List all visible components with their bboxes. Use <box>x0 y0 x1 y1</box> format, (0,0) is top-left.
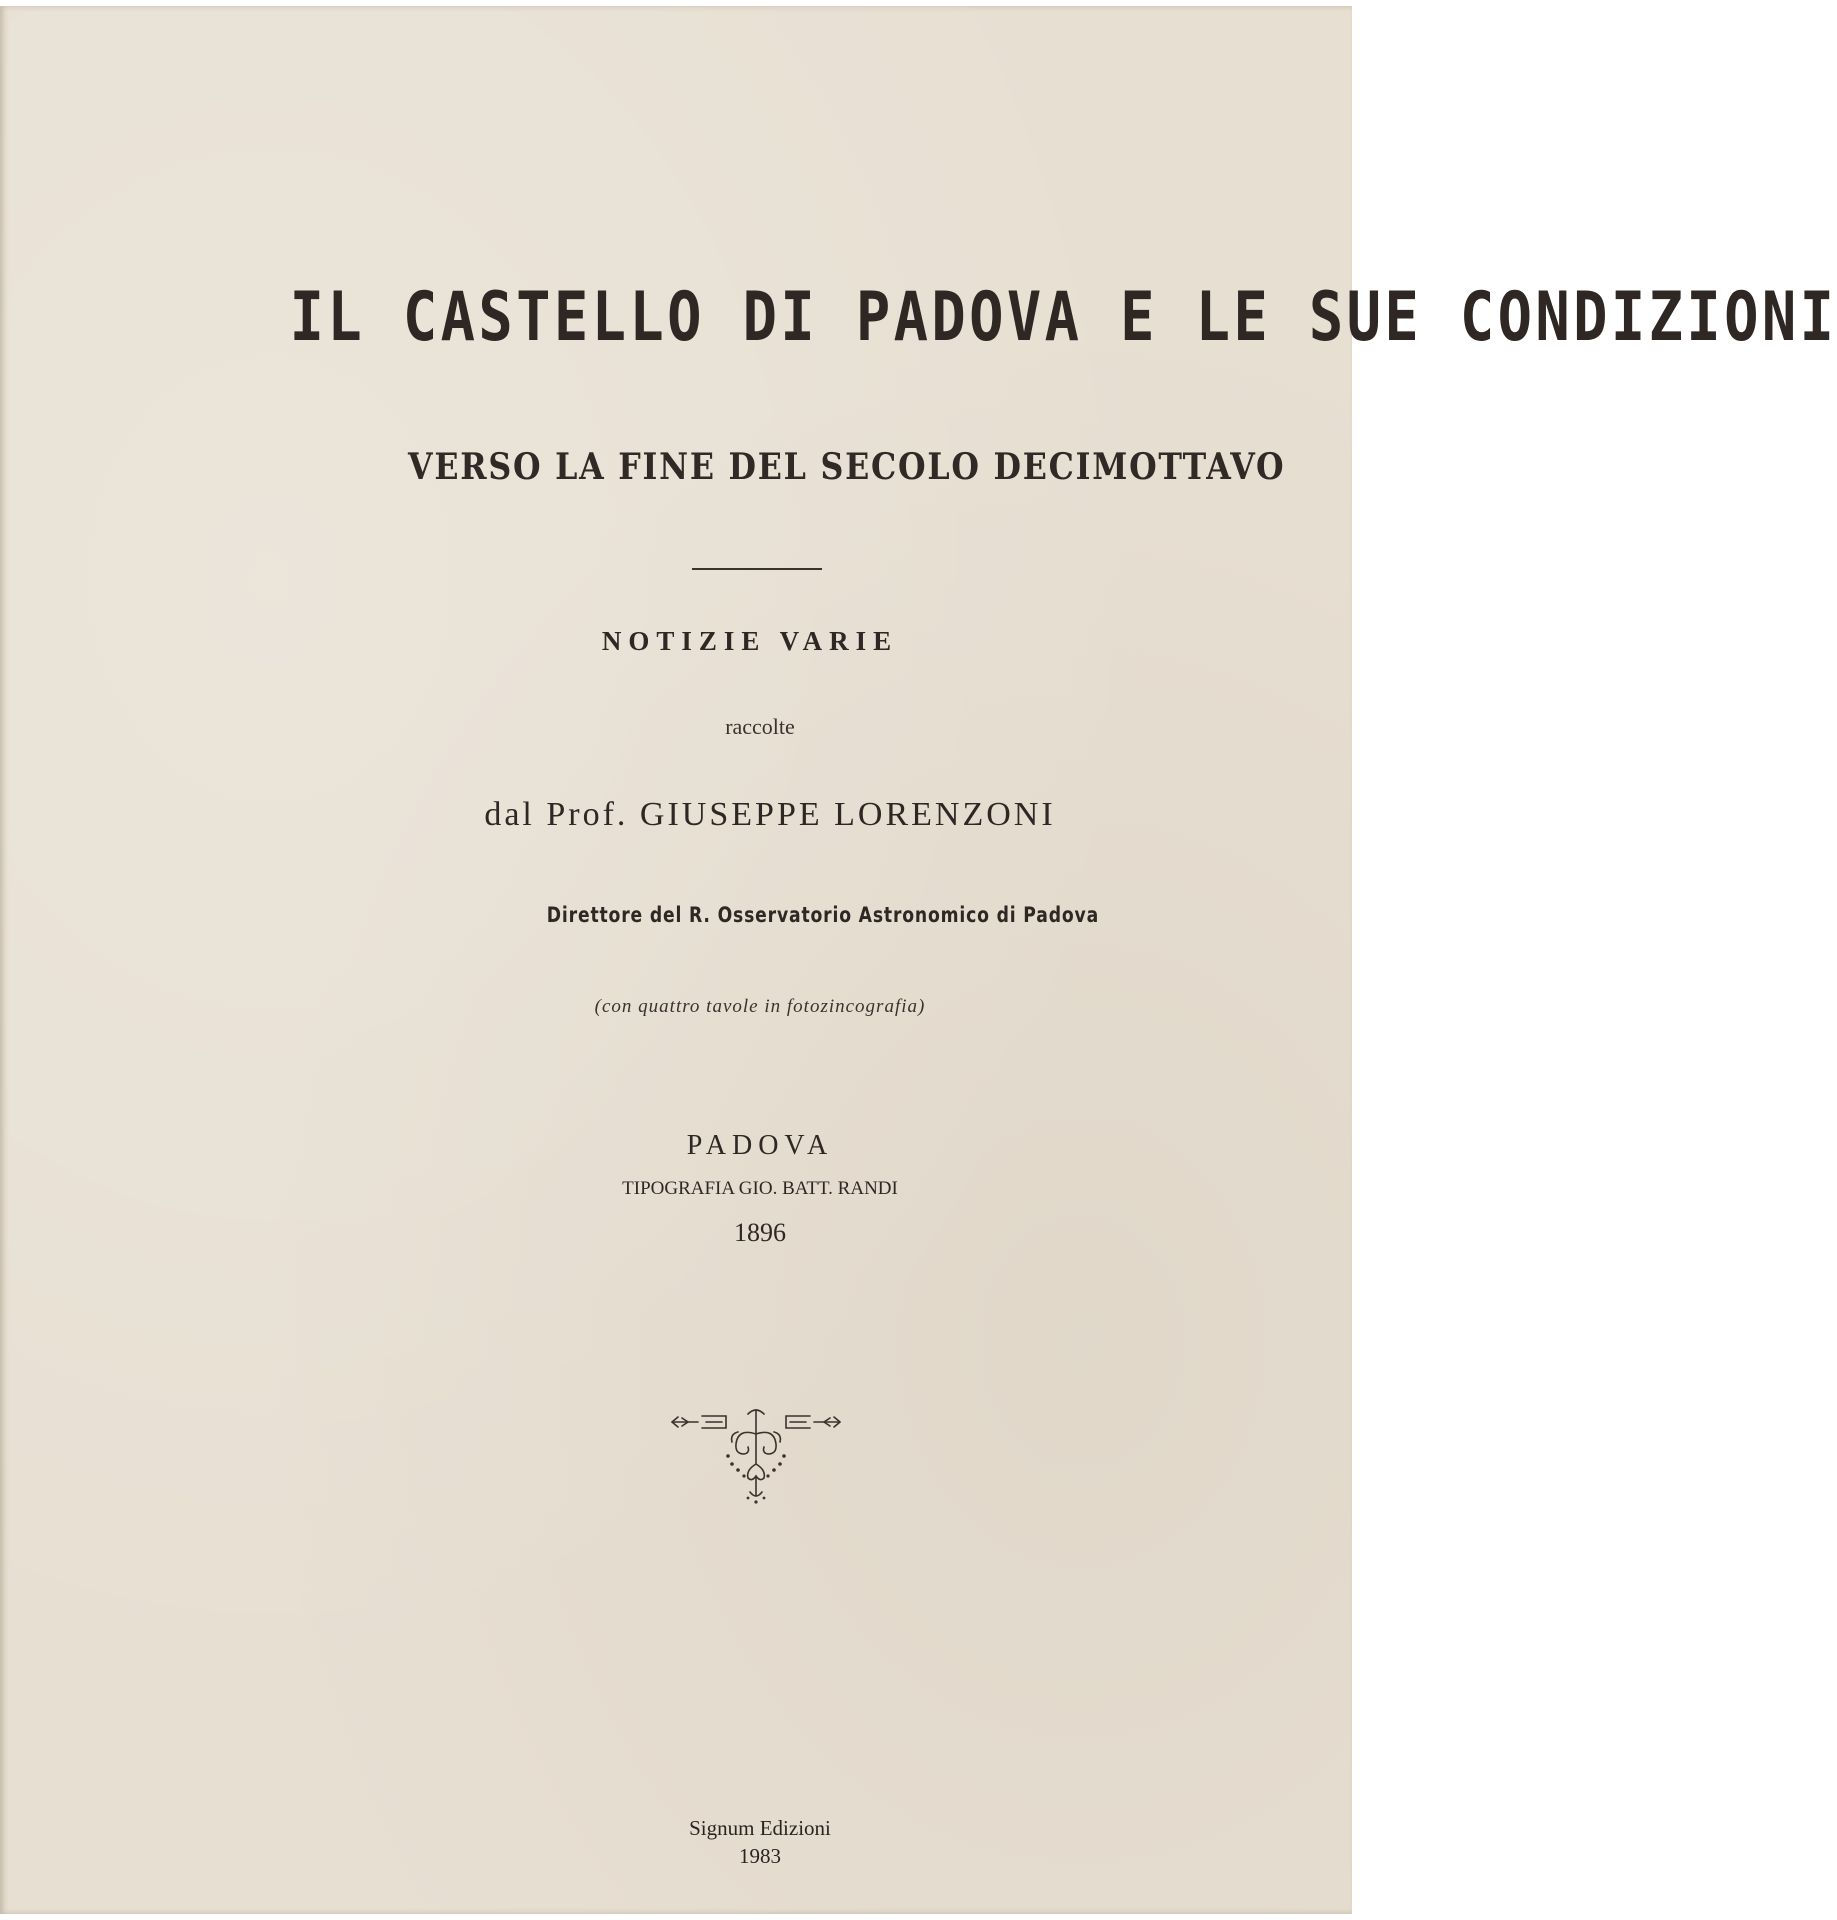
title-divider <box>692 568 822 570</box>
cover-page <box>0 6 1837 1914</box>
imprint-city: PADOVA <box>686 1130 834 1161</box>
collected-label: raccolte <box>725 714 795 739</box>
imprint-printer: TIPOGRAFIA GIO. BATT. RANDI <box>622 1178 898 1199</box>
book-title: IL CASTELLO DI PADOVA E LE SUE CONDIZIONI <box>289 278 1837 357</box>
author-line: dal Prof. GIUSEPPE LORENZONI <box>484 796 1056 833</box>
reprint-publisher: Signum Edizioni <box>689 1816 831 1840</box>
plates-note: (con quattro tavole in fotozincografia) <box>594 996 926 1017</box>
book-subtitle: VERSO LA FINE DEL SECOLO DECIMOTTAVO <box>408 446 1286 488</box>
imprint-year: 1896 <box>734 1218 786 1247</box>
reprint-year: 1983 <box>739 1844 781 1868</box>
author-role: Direttore del R. Osservatorio Astronomico di Padova <box>546 903 1100 927</box>
section-heading: NOTIZIE VARIE <box>601 626 899 656</box>
printers-ornament-icon <box>668 1404 844 1504</box>
